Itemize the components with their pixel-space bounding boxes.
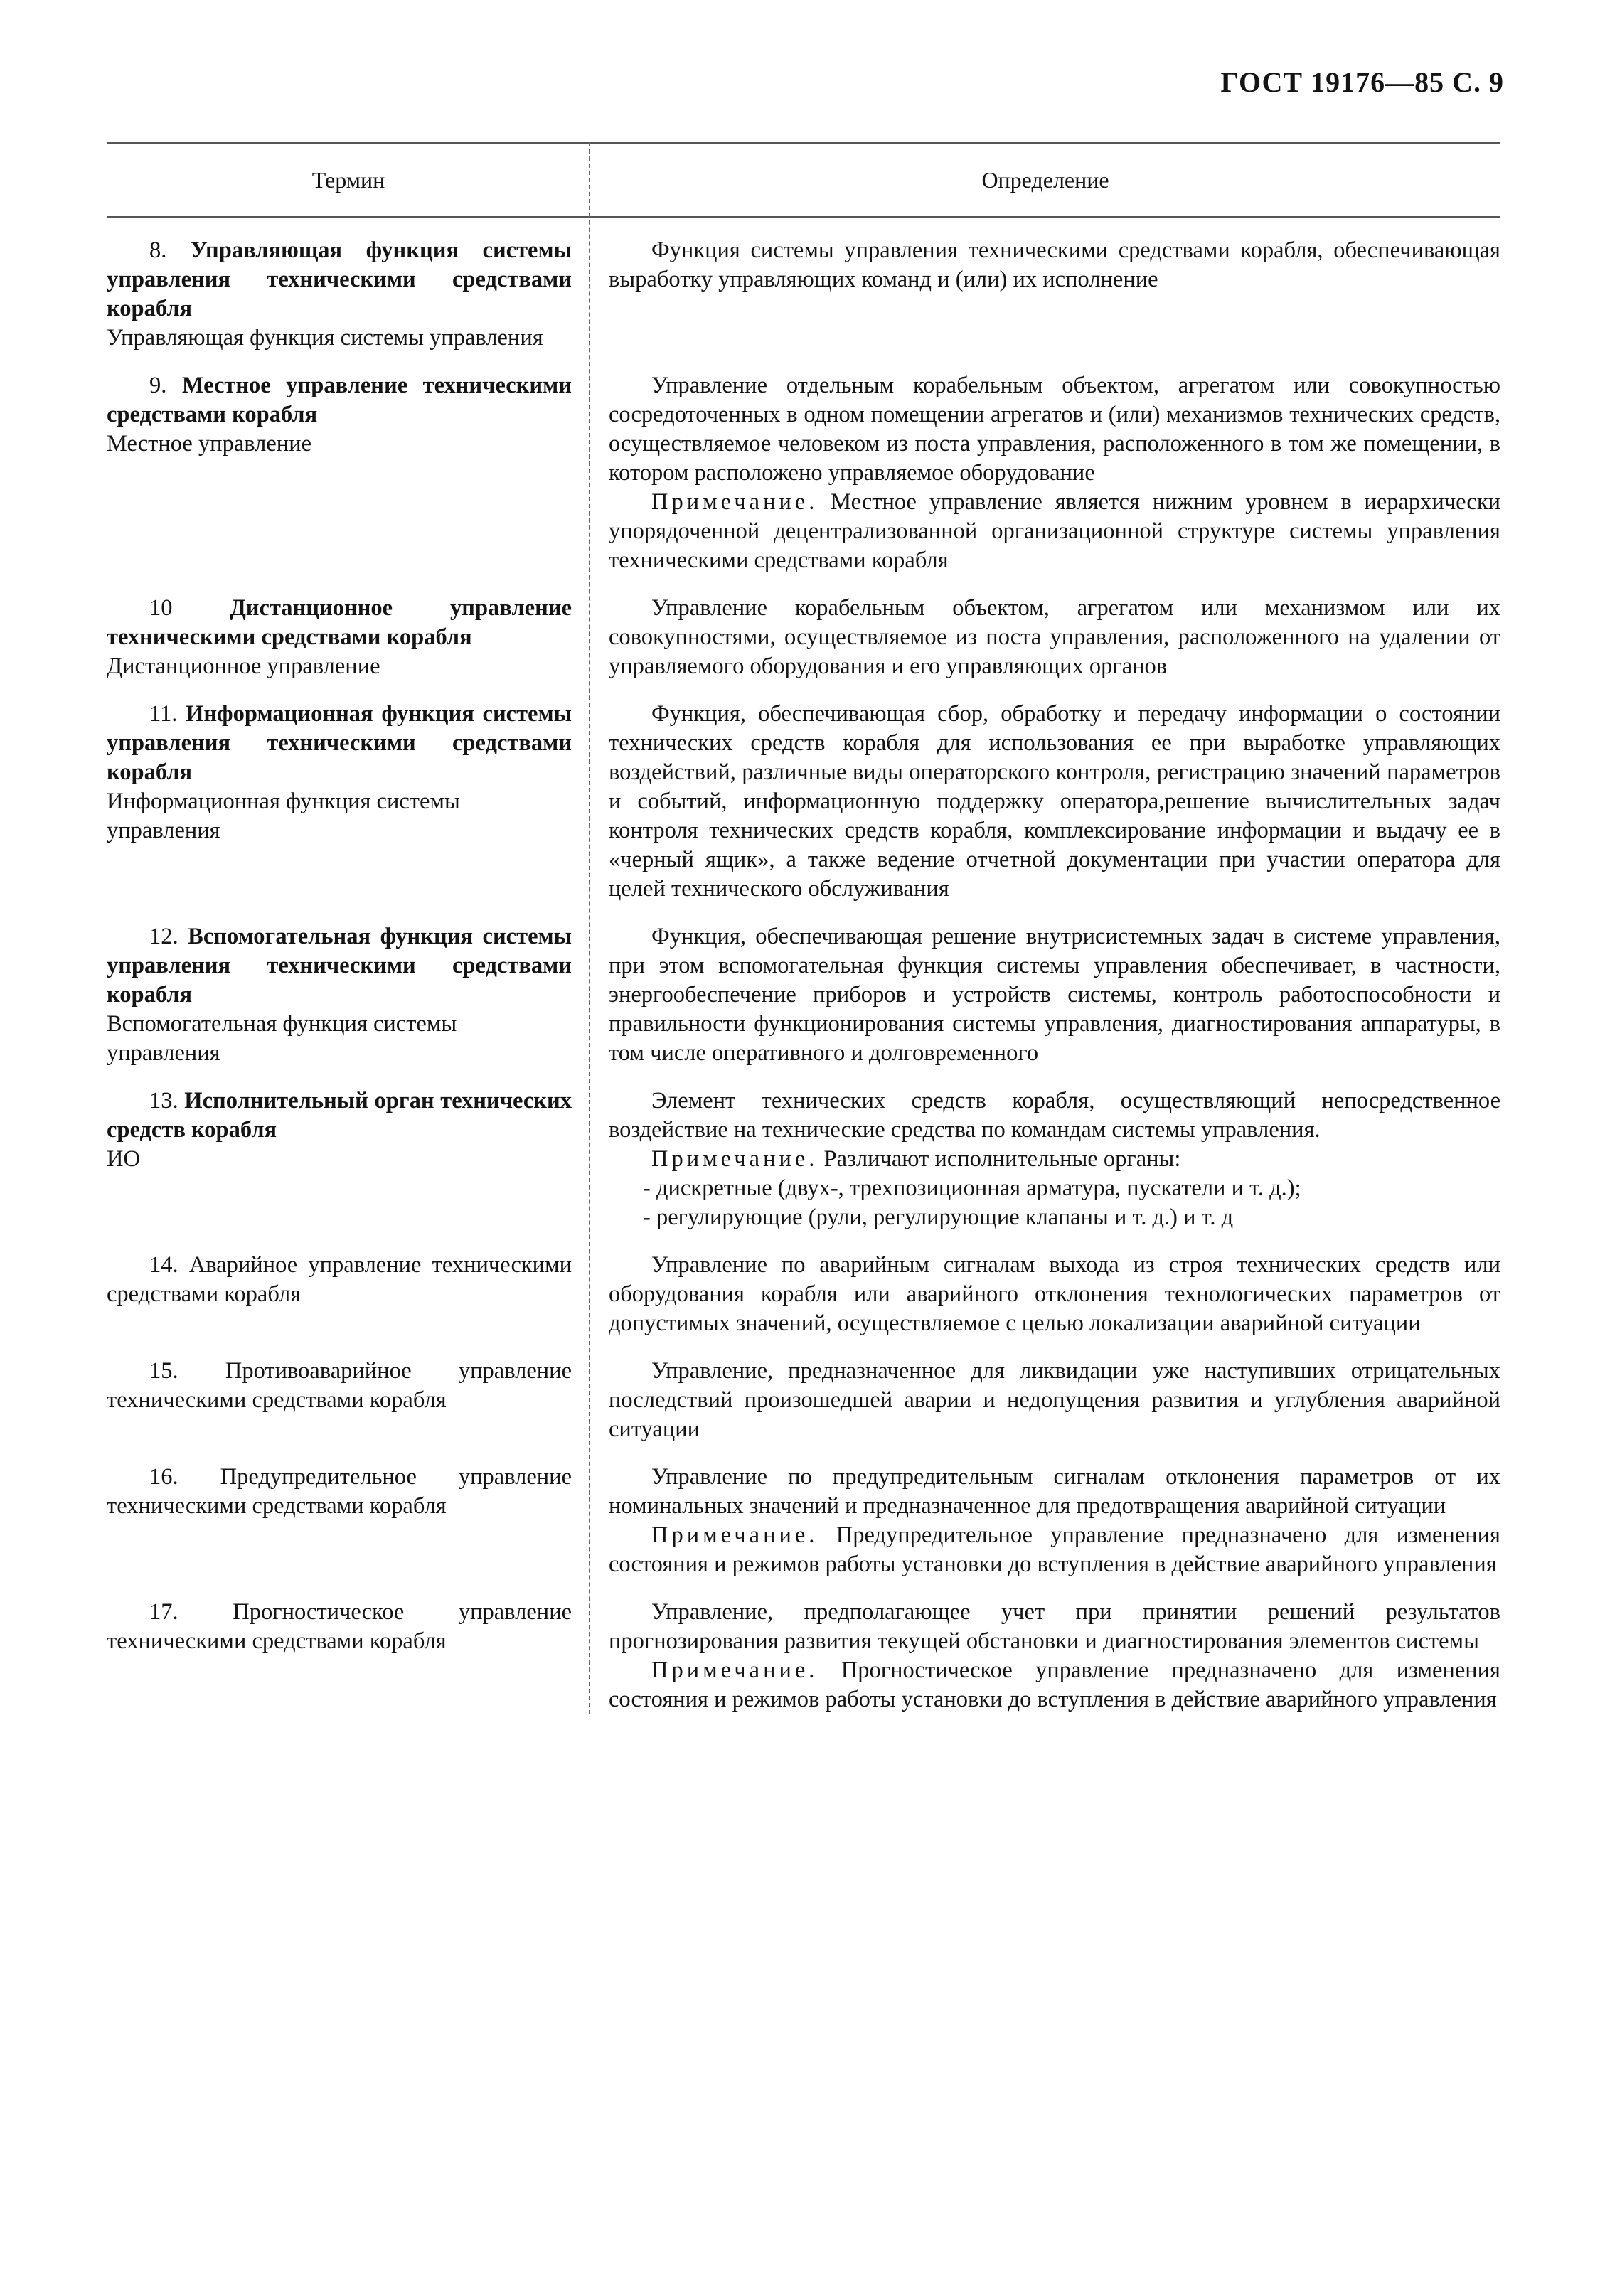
- term-cell: [107, 1086, 590, 1232]
- term-line: [107, 1463, 572, 1521]
- term-line: [107, 922, 572, 1010]
- term-number: 12.: [149, 924, 178, 949]
- definition-cell: [590, 1086, 1500, 1232]
- note-text: Местное управление является нижним уровнем в иерархически упорядоченной децентрализованной организационной структуре системы управления техническими средствами корабля: [609, 489, 1501, 573]
- term-cell: [107, 700, 590, 904]
- definition-text: Функция системы управления техническими средствами корабля, обеспечивающая выработку управляющих команд и (или) их исполнение: [609, 237, 1500, 292]
- term-number: 10: [149, 595, 173, 621]
- term-line: [107, 371, 572, 429]
- term-number: 15.: [149, 1358, 178, 1384]
- definition-cell: [590, 1598, 1500, 1714]
- term-name: Аварийное управление техническими средствами корабля: [107, 1252, 572, 1307]
- definition-cell: [590, 371, 1500, 575]
- note-label: Примечание.: [651, 489, 818, 515]
- table-row: [107, 1357, 1500, 1444]
- term-short-form: Вспомогательная функция системы управления: [107, 1011, 457, 1066]
- definition-text: Функция, обеспечивающая сбор, обработку и передачу информации о состоянии технических средств корабля для использования ее при выработке управляющих воздействий, различные виды операторского контроля, регистрацию значений параметров и событий, информационную поддержку оператора,решение вычислительных задач контроля технических средств корабля, комплексирование информации и выдачу ее в «черный ящик», а также ведение отчетной документации при участии оператора для целей технического обслуживания: [609, 701, 1500, 902]
- table-row: [107, 922, 1500, 1068]
- term-cell: [107, 1251, 590, 1338]
- term-number: 11.: [149, 701, 178, 727]
- table-row: [107, 1086, 1500, 1232]
- term-name: Вспомогательная функция системы управления техническими средствами корабля: [107, 924, 572, 1008]
- table-row: [107, 1598, 1500, 1714]
- definition-cell: [590, 700, 1500, 904]
- term-name: Предупредительное управление техническими средствами корабля: [107, 1464, 572, 1519]
- term-name: Информационная функция системы управления техническими средствами корабля: [107, 701, 572, 785]
- definition-cell: [590, 236, 1500, 353]
- term-number: 8.: [149, 237, 167, 263]
- term-number: 14.: [149, 1252, 178, 1278]
- term-number: 13.: [149, 1088, 178, 1114]
- definition-text: Управление корабельным объектом, агрегатом или механизмом или их совокупностями, осуществляемое из поста управления, расположенного на удалении от управляемого оборудования и его управляющих органов: [609, 595, 1500, 679]
- note-text: Предупредительное управление предназначено для изменения состояния и режимов работы установки до вступления в действие аварийного управления: [609, 1522, 1500, 1577]
- note-paragraph: [609, 1145, 1500, 1174]
- term-line: [107, 1357, 572, 1415]
- table-row: [107, 1463, 1500, 1579]
- term-cell: [107, 371, 590, 575]
- term-short-form: ИО: [107, 1146, 140, 1172]
- term-name: Дистанционное управление техническими средствами корабля: [107, 595, 572, 650]
- definition-text: Управление, предназначенное для ликвидации уже наступивших отрицательных последствий произошедшей аварии и недопущения развития и углубления аварийной ситуации: [609, 1358, 1500, 1442]
- definition-cell: [590, 1463, 1500, 1579]
- definition-text: Управление, предполагающее учет при принятии решений результатов прогнозирования развития текущей обстановки и диагностирования элементов системы: [609, 1599, 1500, 1654]
- term-name: Управляющая функция системы управления техническими средствами корабля: [107, 237, 572, 321]
- term-number: 9.: [149, 373, 167, 398]
- term-name: Прогностическое управление техническими средствами корабля: [107, 1599, 572, 1654]
- term-line: [107, 594, 572, 652]
- definition-cell: [590, 1251, 1500, 1338]
- term-cell: [107, 922, 590, 1068]
- page-header: ГОСТ 19176—85 С. 9: [1220, 66, 1504, 98]
- definition-cell: [590, 594, 1500, 681]
- note-paragraph: [609, 1656, 1500, 1714]
- table-row: [107, 700, 1500, 904]
- table-row: [107, 236, 1500, 353]
- term-name: Исполнительный орган технических средств корабля: [107, 1088, 572, 1143]
- term-cell: [107, 1598, 590, 1714]
- term-short-form: Местное управление: [107, 431, 312, 456]
- term-short-form: Управляющая функция системы управления: [107, 325, 543, 351]
- term-line: [107, 1086, 572, 1145]
- term-cell: [107, 1357, 590, 1444]
- term-line: [107, 1251, 572, 1309]
- definition-text: Элемент технических средств корабля, осуществляющий непосредственное воздействие на технические средства по командам системы управления.: [609, 1088, 1500, 1143]
- term-line: [107, 700, 572, 787]
- definition-text: Управление по предупредительным сигналам отклонения параметров от их номинальных значений и предназначенное для предотвращения аварийной ситуации: [609, 1464, 1500, 1519]
- note-paragraph: [609, 1521, 1500, 1579]
- table-body: [107, 236, 1500, 1714]
- definition-text: Управление отдельным корабельным объектом, агрегатом или совокупностью сосредоточенных в одном помещении агрегатов и (или) механизмов технических средств, осуществляемое человеком из поста управления, расположенного в том же помещении, в котором расположено управляемое оборудование: [609, 373, 1500, 486]
- note-label: Примечание.: [651, 1657, 818, 1683]
- note-paragraph: [609, 488, 1500, 575]
- table-header: [107, 142, 1500, 218]
- term-number: 16.: [149, 1464, 178, 1490]
- note-label: Примечание.: [651, 1146, 818, 1172]
- column-header-term: Термин: [311, 166, 385, 193]
- definition-cell: [590, 1357, 1500, 1444]
- definition-cell: [590, 922, 1500, 1068]
- note-text: Прогностическое управление предназначено для изменения состояния и режимов работы установки до вступления в действие аварийного управления: [609, 1657, 1501, 1712]
- column-header-definition: Определение: [981, 166, 1109, 193]
- term-cell: [107, 1463, 590, 1579]
- term-name: Местное управление техническими средствами корабля: [107, 373, 572, 427]
- term-cell: [107, 594, 590, 681]
- term-number: 17.: [149, 1599, 178, 1625]
- table-row: [107, 1251, 1500, 1338]
- term-cell: [107, 236, 590, 353]
- note-label: Примечание.: [651, 1522, 818, 1548]
- term-line: [107, 236, 572, 324]
- note-list-item: - регулирующие (рули, регулирующие клапаны и т. д.) и т. д: [643, 1205, 1234, 1230]
- term-short-form: Дистанционное управление: [107, 653, 380, 679]
- note-list-item: - дискретные (двух-, трехпозиционная арматура, пускатели и т. д.);: [643, 1175, 1301, 1201]
- terms-table: [107, 142, 1500, 1714]
- table-row: [107, 371, 1500, 575]
- table-row: [107, 594, 1500, 681]
- definition-text: Функция, обеспечивающая решение внутрисистемных задач в системе управления, при этом вспомогательная функция системы управления обеспечивает, в частности, энергообеспечение приборов и устройств системы, контроль работоспособности и правильности функционирования системы управления, диагностирования аппаратуры, в том числе оперативного и долговременного: [609, 924, 1500, 1066]
- term-name: Противоаварийное управление техническими средствами корабля: [107, 1358, 572, 1413]
- definition-text: Управление по аварийным сигналам выхода из строя технических средств или оборудования корабля или аварийного отклонения технологических параметров от допустимых значений, осуществляемое с целью локализации аварийной ситуации: [609, 1252, 1500, 1336]
- note-text: Различают исполнительные органы:: [823, 1146, 1181, 1172]
- term-short-form: Информационная функция системы управления: [107, 789, 460, 843]
- term-line: [107, 1598, 572, 1656]
- column-divider: [589, 142, 590, 1714]
